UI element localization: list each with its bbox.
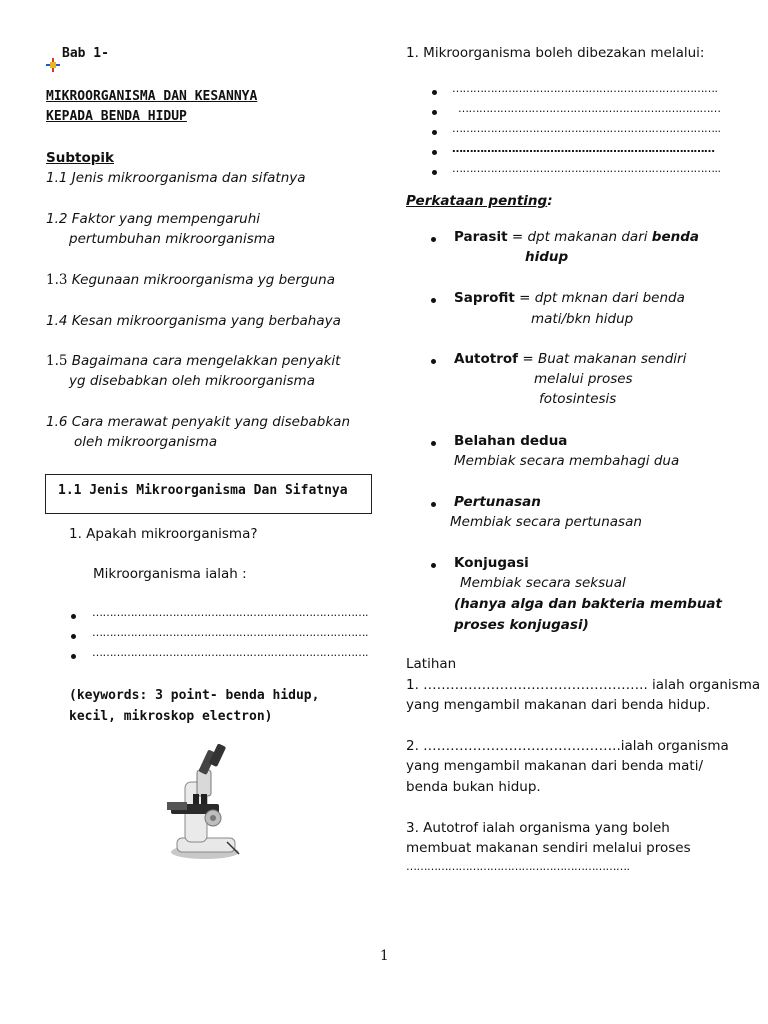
bullet	[432, 130, 437, 135]
keywords-line1: (keywords: 3 point- benda hidup,	[69, 688, 320, 703]
question-dibezakan: 1. Mikroorganisma boleh dibezakan melalui:	[406, 45, 705, 61]
subtopic-6-cont: oleh mikroorganisma	[74, 434, 218, 450]
section-heading-box	[45, 474, 372, 514]
bullet	[431, 502, 436, 507]
term-pertunasan: Pertunasan	[454, 494, 541, 510]
bullet	[431, 359, 436, 364]
answer-blank-2: …………………………………………………………………….	[92, 626, 368, 639]
criteria-blank-3: …………………………………………………………………..	[452, 122, 721, 135]
exercise-3-cont: membuat makanan sendiri melalui proses	[406, 840, 691, 856]
term-saprofit: Saprofit = dpt mknan dari benda	[454, 290, 685, 306]
bullet	[431, 563, 436, 568]
subtopic-2: 1.2 Faktor yang mempengaruhi	[46, 211, 260, 227]
term-belahan-dedua: Belahan dedua	[454, 433, 568, 449]
sparkle-icon	[45, 57, 61, 73]
term-konjugasi: Konjugasi	[454, 555, 529, 571]
exercise-1: 1. ………………………………………….. ialah organisma	[406, 677, 761, 693]
exercise-2-cont: yang mengambil makanan dari benda mati/	[406, 758, 704, 774]
chapter-title-line1: MIKROORGANISMA DAN KESANNYA	[46, 89, 258, 104]
bullet	[432, 90, 437, 95]
question-apakah: 1. Apakah mikroorganisma?	[69, 526, 258, 542]
subtopic-2-cont: pertumbuhan mikroorganisma	[69, 231, 276, 247]
chapter-label: Bab 1-	[62, 46, 109, 61]
bullet	[431, 298, 436, 303]
bullet	[71, 654, 76, 659]
bullet	[431, 441, 436, 446]
criteria-blank-2: …………………………………………………………………	[458, 102, 721, 115]
exercise-2-cont2: benda bukan hidup.	[406, 779, 541, 795]
subtopic-4: 1.4 Kesan mikroorganisma yang berbahaya	[46, 313, 341, 329]
term-belahan-dedua-def: Membiak secara membahagi dua	[454, 453, 680, 469]
term-konjugasi-note1: (hanya alga dan bakteria membuat	[454, 596, 722, 612]
latihan-heading: Latihan	[406, 656, 457, 672]
answer-blank-3: …………………………………………………………………….	[92, 646, 368, 659]
section-heading: 1.1 Jenis Mikroorganisma Dan Sifatnya	[58, 483, 348, 498]
perkataan-heading: Perkataan penting:	[406, 193, 553, 209]
term-autotrof-cont: melalui proses	[534, 371, 633, 387]
answer-blank-1: …………………………………………………………………….	[92, 606, 368, 619]
microscope-icon	[163, 742, 245, 860]
subtopic-1: 1.1 Jenis mikroorganisma dan sifatnya	[46, 170, 306, 186]
subtopik-label: Subtopik	[46, 150, 114, 166]
bullet	[71, 614, 76, 619]
subtopic-5-cont: yg disebabkan oleh mikroorganisma	[69, 373, 315, 389]
term-pertunasan-def: Membiak secara pertunasan	[450, 514, 642, 530]
term-parasit-cont: hidup	[525, 249, 569, 265]
term-parasit: Parasit = dpt makanan dari benda	[454, 229, 700, 245]
term-konjugasi-note2: proses konjugasi)	[454, 617, 589, 633]
term-konjugasi-def: Membiak secara seksual	[460, 575, 626, 591]
subtopic-6: 1.6 Cara merawat penyakit yang disebabkan	[46, 414, 351, 430]
exercise-1-cont: yang mengambil makanan dari benda hidup.	[406, 697, 711, 713]
exercise-3-blank: ……………………………………………………….	[406, 860, 630, 873]
term-saprofit-cont: mati/bkn hidup	[531, 311, 634, 327]
bullet	[432, 170, 437, 175]
keywords-line2: kecil, mikroskop electron)	[69, 709, 273, 724]
subtopic-3: 1.3 Kegunaan mikroorganisma yg berguna	[46, 272, 335, 288]
bullet	[432, 110, 437, 115]
criteria-blank-1: ………………………………………………………………….	[452, 82, 718, 95]
term-autotrof-cont2: fotosintesis	[539, 391, 617, 407]
exercise-3: 3. Autotrof ialah organisma yang boleh	[406, 820, 670, 836]
answer-intro: Mikroorganisma ialah :	[93, 566, 247, 582]
subtopic-5: 1.5 Bagaimana cara mengelakkan penyakit	[46, 353, 341, 369]
term-autotrof: Autotrof = Buat makanan sendiri	[454, 351, 687, 367]
bullet	[71, 634, 76, 639]
page-number: 1	[380, 948, 389, 964]
criteria-blank-5: …………………………………………………………………..	[452, 162, 721, 175]
criteria-blank-4: …………………………………………………………………	[452, 142, 715, 155]
chapter-title-line2: KEPADA BENDA HIDUP	[46, 109, 187, 124]
bullet	[432, 150, 437, 155]
exercise-2: 2. ……………………………………..ialah organisma	[406, 738, 729, 754]
bullet	[431, 237, 436, 242]
